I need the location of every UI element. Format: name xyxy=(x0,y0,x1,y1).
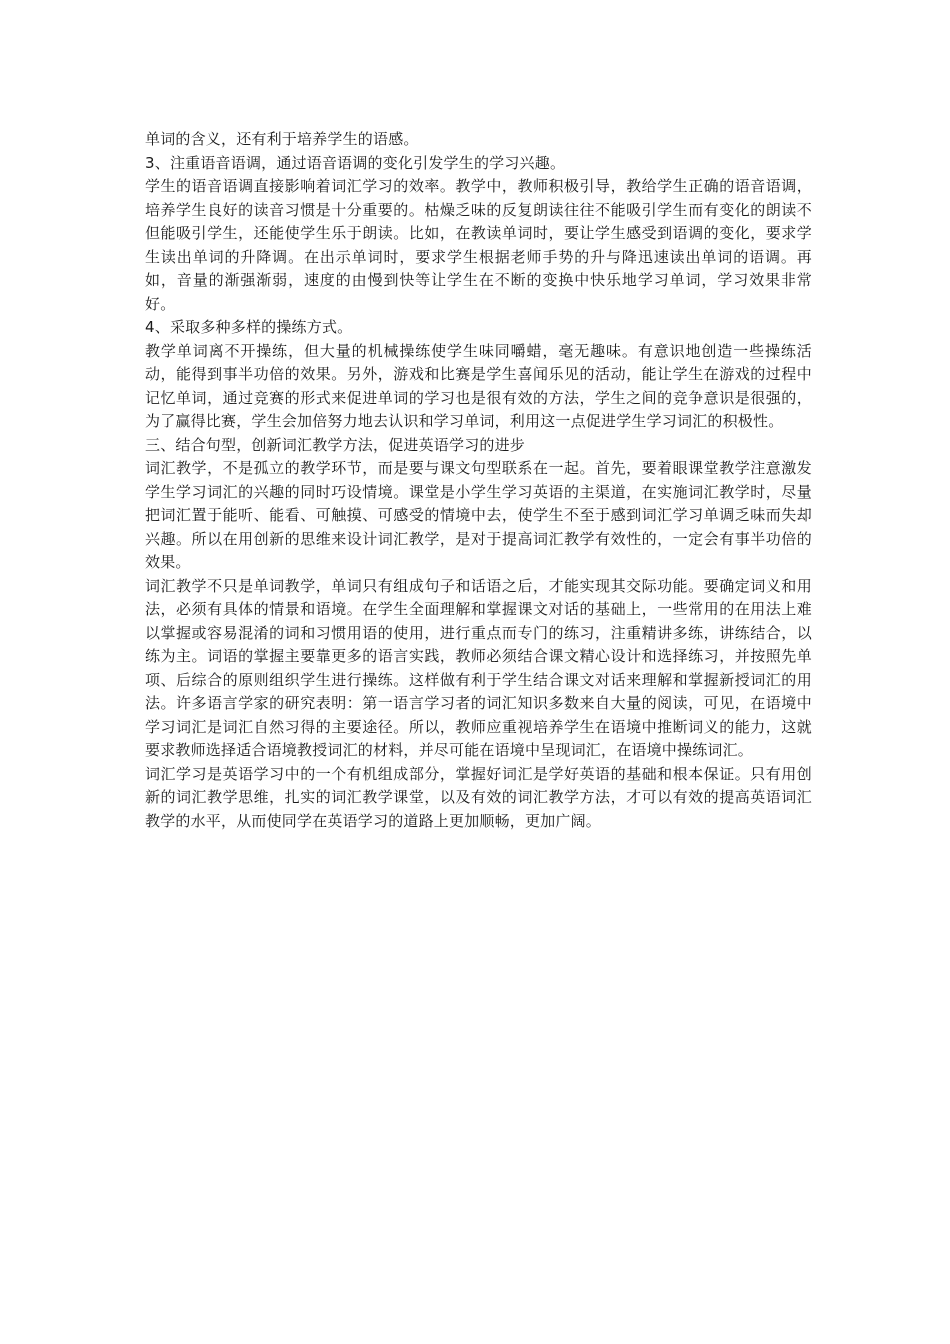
paragraph-intonation: 学生的语音语调直接影响着词汇学习的效率。教学中，教师积极引导，教给学生正确的语音语调，培养学生良好的读音习惯是十分重要的。枯燥乏味的反复朗读往往不能吸引学生而有变化的朗读不但能吸引学生，还能使学生乐于朗读。比如，在教读单词时，要让学生感受到语调的变化，要求学生读出单词的升降调。在出示单词时，要求学生根据老师手势的升与降迅速读出单词的语调。再如，音量的渐强渐弱，速度的由慢到快等让学生在不断的变换中快乐地学习单词，学习效果非常好。 xyxy=(145,177,812,313)
section-heading-part-three: 三、结合句型，创新词汇教学方法，促进英语学习的进步 xyxy=(145,435,526,454)
paragraph-context-learning: 词汇教学不只是单词教学，单词只有组成句子和话语之后，才能实现其交际功能。要确定词义和用法，必须有具体的情景和语境。在学生全面理解和掌握课文对话的基础上，一些常用的在用法上难以掌握或容易混淆的词和习惯用语的使用，进行重点而专门的练习，注重精讲多练，讲练结合，以练为主。词语的掌握主要靠更多的语言实践，教师必须结合课文精心设计和选择练习，并按照先单项、后综合的原则组织学生进行操练。这样做有利于学生结合课文对话来理解和掌握新授词汇的用法。许多语言学家的研究表明：第一语言学习者的词汇知识多数来自大量的阅读，可见，在语境中学习词汇是词汇自然习得的主要途径。所以，教师应重视培养学生在语境中推断词义的能力，这就要求教师选择适合语境教授词汇的材料，并尽可能在语境中呈现词汇，在语境中操练词汇。 xyxy=(145,576,812,759)
paragraph-practice: 教学单词离不开操练，但大量的机械操练使学生味同嚼蜡，毫无趣味。有意识地创造一些操练活动，能得到事半功倍的效果。另外，游戏和比赛是学生喜闻乐见的活动，能让学生在游戏的过程中记忆单词，通过竞赛的形式来促进单词的学习也是很有效的方法，学生之间的竞争意识是很强的，为了赢得比赛，学生会加倍努力地去认识和学习单词，利用这一点促进学生学习词汇的积极性。 xyxy=(145,341,812,430)
paragraph-vocabulary-teaching: 词汇教学，不是孤立的教学环节，而是要与课文句型联系在一起。首先，要着眼课堂教学注意激发学生学习词汇的兴趣的同时巧设情境。课堂是小学生学习英语的主渠道，在实施词汇教学时，尽量把词汇置于能听、能看、可触摸、可感受的情境中去，使学生不至于感到词汇学习单调乏味而失却兴趣。所以在用创新的思维来设计词汇教学，是对于提高词汇教学有效性的，一定会有事半功倍的效果。 xyxy=(145,459,812,571)
section-heading-3: 3、注重语音语调，通过语音语调的变化引发学生的学习兴趣。 xyxy=(145,153,566,172)
paragraph-continuation: 单词的含义，还有利于培养学生的语感。 xyxy=(145,130,419,148)
paragraph-conclusion: 词汇学习是英语学习中的一个有机组成部分，掌握好词汇是学好英语的基础和根本保证。只有用创新的词汇教学思维，扎实的词汇教学课堂，以及有效的词汇教学方法，才可以有效的提高英语词汇教学的水平，从而使同学在英语学习的道路上更加顺畅，更加广阔。 xyxy=(145,764,812,830)
section-heading-4: 4、采取多种多样的操练方式。 xyxy=(145,318,353,336)
document-body xyxy=(145,128,812,833)
